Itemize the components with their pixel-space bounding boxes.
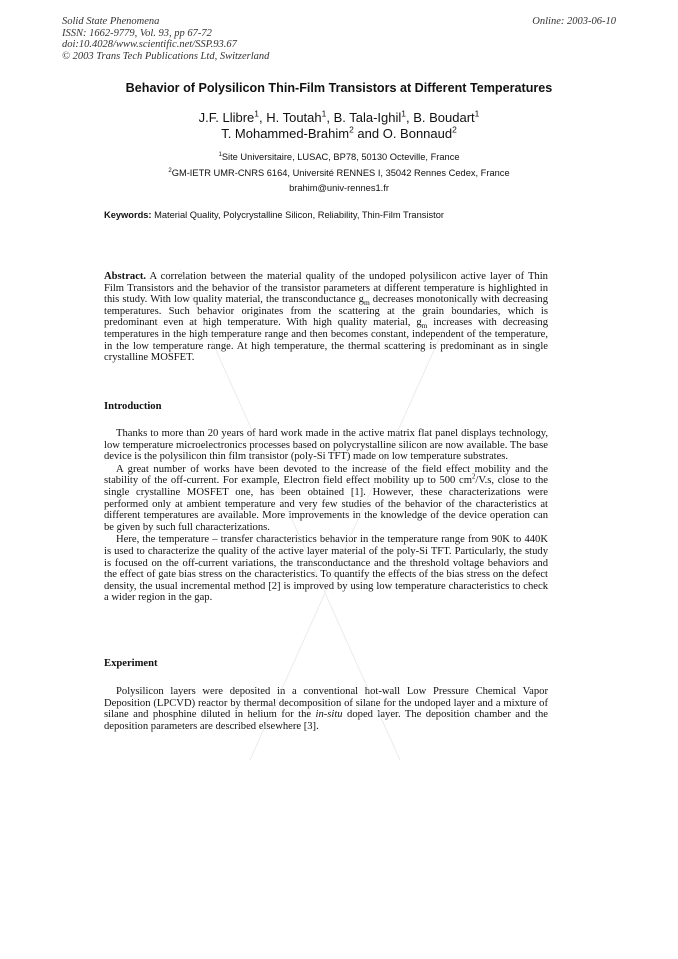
author-sup: 2 <box>349 124 354 135</box>
author: B. Tala-Ighil <box>333 110 402 125</box>
author-line-1: J.F. Llibre$^1$, H. Toutah$^1$, B. Tala-Ighil$^1$, B. Boudart$^1$ <box>198 108 480 125</box>
affil-sup: 1 <box>218 151 222 158</box>
author: B. Boudart <box>413 110 475 125</box>
journal-header <box>62 16 269 62</box>
author-sup: 1 <box>254 108 259 119</box>
author-list <box>70 110 608 142</box>
copyright-line: © 2003 Trans Tech Publications Ltd, Switzerland <box>62 50 270 62</box>
abstract-text: A correlation between the material quality of the undoped polysilicon active layer of Thin Film Transistors and the behavior of the transistor parameters at different temperature is highlighted in this study. With low quality material, the transconductance g <box>104 271 548 306</box>
affiliation-2-text: GM-IETR UMR-CNRS 6164, Université RENNES I, 35042 Rennes Cedex, France <box>171 167 510 178</box>
affil-sup: 2 <box>168 167 172 174</box>
author: H. Toutah <box>266 110 322 125</box>
paragraph: Thanks to more than 20 years of hard work made in the active matrix flat panel displays technology, low temperature microelectronics processes based on polycrystalline silicon are now available. The base device is the polysilicon thin film transistor (poly-Si TFT) made on low temperature substrates. <box>104 428 548 463</box>
author-line-2 <box>70 126 608 142</box>
affiliation-1 <box>70 150 608 166</box>
affiliation-2 <box>70 166 608 182</box>
paragraph-text: A great number of works have been devoted to the increase of the field effect mobility and the stability of the off-current. For example, Electron field effect mobility up to 500 cm <box>104 463 548 487</box>
keywords-label: Keywords: <box>104 210 152 220</box>
author-sup: 1 <box>321 108 327 119</box>
paragraph <box>104 464 548 534</box>
affiliation-1-text: Site Universitaire, LUSAC, BP78, 50130 Octeville, France <box>221 152 460 162</box>
paragraph-text: doped layer. The deposition chamber and the deposition parameters are described elsewhere [3]. <box>104 709 548 732</box>
keywords-text: Material Quality, Polycrystalline Silicon, Reliability, Thin-Film Transistor <box>154 210 444 220</box>
issn-line: ISSN: 1662-9779, Vol. 93, pp 67-72 <box>62 27 212 39</box>
paragraph <box>104 686 548 732</box>
abstract-text: increases with decreasing temperatures in the high temperature range and then becomes constant, independent of the temperature, in the low temperature range. At high temperature, the thermal scattering is predominant as in single crystalline MOSFET. <box>104 317 548 364</box>
author-sup: 1 <box>474 108 480 119</box>
author-sup: 2 <box>452 124 457 135</box>
experiment-heading: Experiment <box>104 658 158 669</box>
paper-title: Behavior of Polysilicon Thin-Film Transistors at Different Temperatures <box>125 81 553 95</box>
author: T. Mohammed-Brahim <box>221 126 350 141</box>
experiment-body <box>104 686 548 732</box>
superscript: 2 <box>471 473 476 481</box>
author-and: and <box>357 126 380 141</box>
abstract <box>104 271 548 364</box>
italic-term: in-situ <box>315 709 343 721</box>
online-date: Online: 2003-06-10 <box>532 16 616 27</box>
subscript: m <box>363 298 370 308</box>
journal-name: Solid State Phenomena <box>62 16 160 27</box>
paragraph-text: Polysilicon layers were deposited in a conventional hot-wall Low Pressure Chemical Vapor Deposition (LPCVD) reactor by thermal decomposition of silane for the undoped layer and a mixture of silane and phosphine diluted in helium for the <box>104 686 548 721</box>
author: J.F. Llibre <box>198 110 255 125</box>
subscript: m <box>421 321 428 331</box>
doi-line: doi:10.4028/www.scientific.net/SSP.93.67 <box>62 39 237 50</box>
abstract-text: decreases monotonically with decreasing temperatures. Such behavior originates from the scattering at the grain boundaries, which is predominant even at high temperature. With high quality material, g <box>104 294 548 329</box>
contact-email[interactable]: brahim@univ-rennes1.fr <box>289 183 389 193</box>
introduction-heading: Introduction <box>104 401 162 412</box>
abstract-label: Abstract. <box>104 271 147 282</box>
author-sup: 1 <box>401 108 406 119</box>
introduction-body <box>104 428 548 605</box>
affiliations <box>70 150 608 197</box>
paragraph-text: /V.s, close to the single crystalline MOSFET one, has been obtained [1]. However, these characterizations were performed only at ambient temperature and very few studies of the behavior of the characteristics at different temperatures are available. More improvements in the knowledge of the device operation can be given by such full characterizations. <box>104 475 548 533</box>
paragraph: Here, the temperature – transfer characteristics behavior in the temperature range from 90K to 440K is used to characterize the quality of the active layer material of the poly-Si TFT. Particularly, the study is focused on the off-current variations, the transconductance and the threshold voltage behaviors and the effect of gate bias stress on the characteristics. To quantify the effects of the bias stress on the defect density, the usual incremental method [2] is improved by using low temperature characteristics to check a wider region in the gap. <box>104 534 548 604</box>
keywords <box>104 210 564 220</box>
author: O. Bonnaud <box>382 126 453 141</box>
